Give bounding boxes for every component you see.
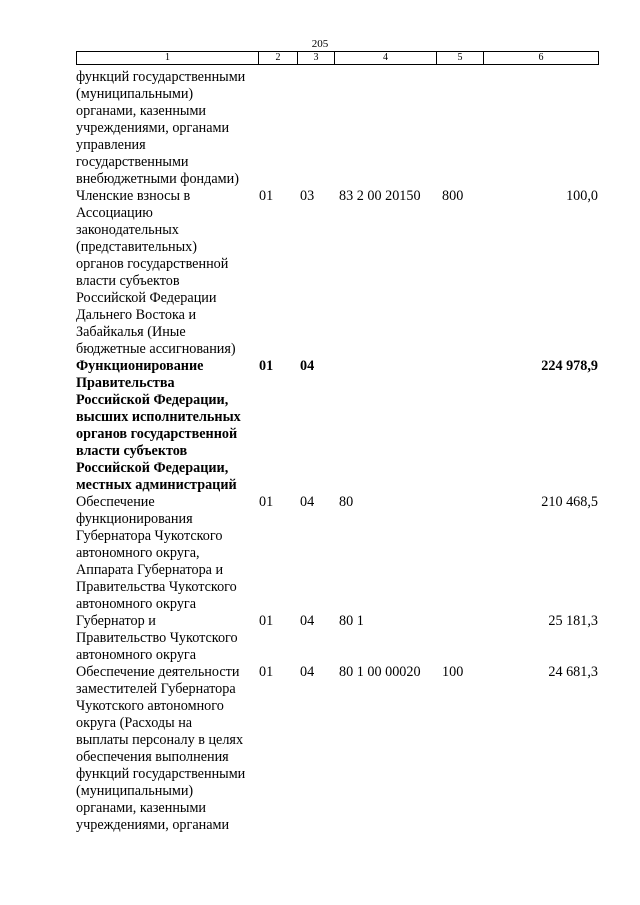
expense-type-code (439, 69, 497, 188)
item-name: функций государственными (муниципальными) органами, казенными учреждениями, органами управления государственными внебюджетными фондами) (76, 69, 246, 187)
subsection-code: 03 (300, 188, 315, 204)
target-article-code (337, 358, 439, 494)
subsection-code (298, 69, 337, 188)
header-col-5: 5 (437, 52, 484, 65)
budget-table-body (76, 69, 598, 834)
header-col-4: 4 (335, 52, 437, 65)
expense-type-code (439, 358, 497, 494)
item-name: Членские взносы в Ассоциацию законодательных (представительных) органов государственной власти субъектов Российской Федерации Дальнего Востока и Забайкалья (Иные бюджетные ассигнования) (76, 188, 236, 357)
header-row (77, 52, 599, 65)
item-name: Функционирование Правительства Российской Федерации, высших исполнительных органов государственной власти субъектов Российской Федерации, местных администраций (76, 358, 241, 493)
expense-type-code: 800 (442, 188, 464, 204)
target-article-code (337, 69, 439, 188)
header-col-3: 3 (298, 52, 335, 65)
amount: 100,0 (566, 188, 598, 204)
subsection-code: 04 (300, 613, 315, 629)
section-code: 01 (259, 188, 274, 204)
expense-type-code (439, 613, 497, 664)
item-name: Губернатор и Правительство Чукотского автономного округа (76, 613, 238, 663)
amount: 24 681,3 (548, 664, 598, 680)
subsection-code: 04 (300, 494, 315, 510)
table-row (76, 664, 598, 834)
section-code: 01 (259, 613, 274, 629)
page-number: 205 (311, 38, 329, 50)
table-row (76, 358, 598, 494)
amount: 25 181,3 (548, 613, 598, 629)
table-row (76, 188, 598, 358)
table-row (76, 613, 598, 664)
section-code: 01 (259, 494, 274, 510)
header-col-6: 6 (484, 52, 599, 65)
target-article-code: 80 1 (339, 613, 364, 629)
section-code: 01 (259, 358, 274, 374)
section-code (258, 69, 298, 188)
column-number-header (76, 51, 599, 65)
target-article-code: 83 2 00 20150 (339, 188, 421, 204)
header-col-2: 2 (259, 52, 298, 65)
header-col-1: 1 (77, 52, 259, 65)
target-article-code: 80 (339, 494, 354, 510)
section-code: 01 (259, 664, 274, 680)
target-article-code: 80 1 00 00020 (339, 664, 421, 680)
table-row (76, 69, 598, 188)
amount (497, 69, 598, 188)
item-name: Обеспечение функционирования Губернатора Чукотского автономного округа, Аппарата Губернатора и Правительства Чукотского автономного округа (76, 494, 237, 612)
subsection-code: 04 (300, 664, 315, 680)
item-name: Обеспечение деятельности заместителей Губернатора Чукотского автономного округа (Расходы на выплаты персоналу в целях обеспечения выполнения функций государственными (муниципальными) органами, казенными учреждениями, органами (76, 664, 246, 833)
expense-type-code (439, 494, 497, 613)
amount: 210 468,5 (541, 494, 598, 510)
expense-type-code: 100 (442, 664, 464, 680)
subsection-code: 04 (300, 358, 315, 374)
amount: 224 978,9 (541, 358, 598, 374)
table-row (76, 494, 598, 613)
